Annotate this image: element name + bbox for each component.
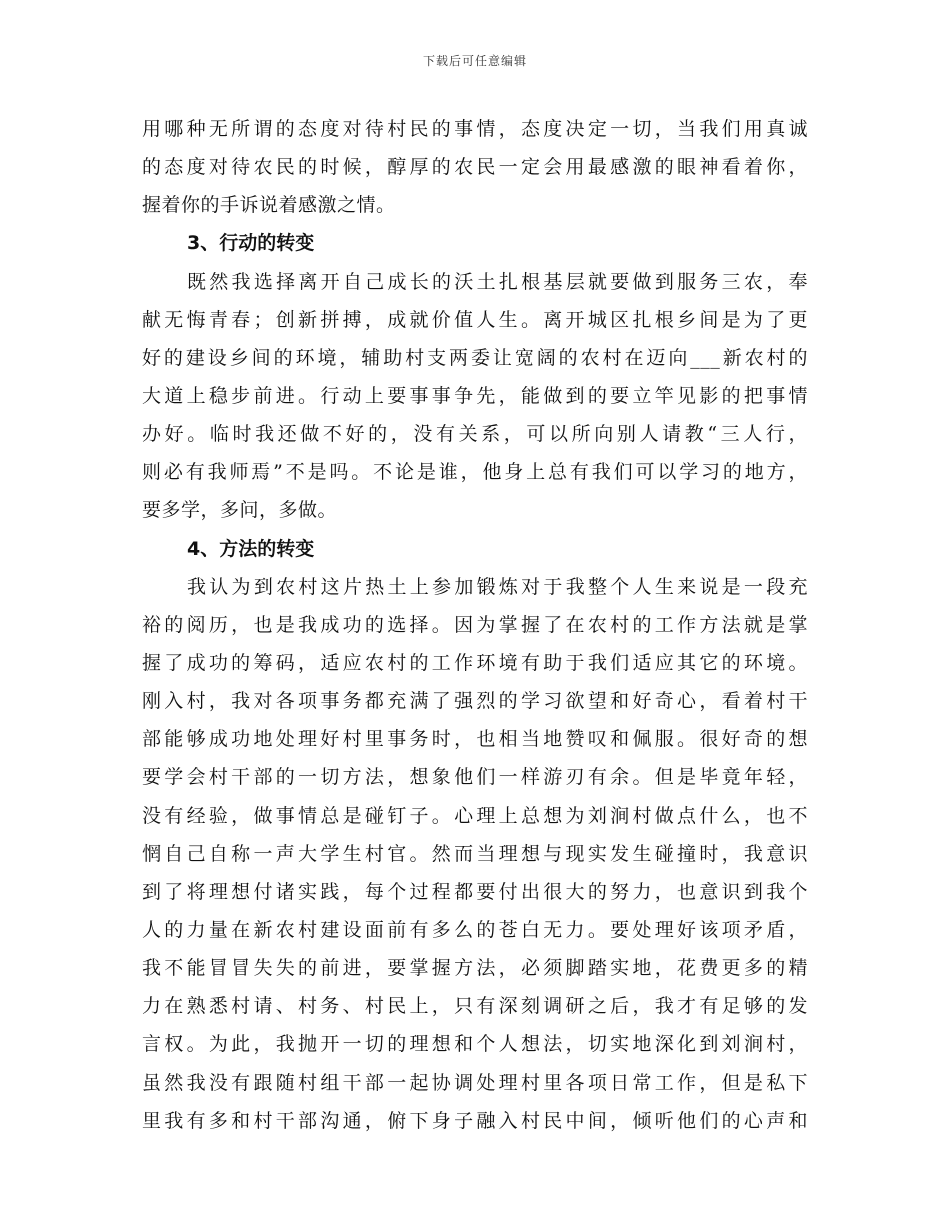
paragraph-action — [142, 263, 808, 530]
text-line: 大道上稳步前进。行动上要事事争先，能做到的要立竿见影的把事情 — [142, 384, 808, 407]
text-line: 刚入村，我对各项事务都充满了强烈的学习欲望和好奇心，看着村干 — [142, 690, 808, 713]
text-line: 没有经验，做事情总是碰钉子。心理上总想为刘涧村做点什么，也不 — [142, 804, 808, 827]
text-line: 的态度对待农民的时候，醇厚的农民一定会用最感激的眼神看着你， — [142, 156, 808, 179]
text-line: 虽然我没有跟随村组干部一起协调处理村里各项日常工作，但是私下 — [142, 1071, 808, 1094]
text-line: 握着你的手诉说着感激之情。 — [142, 194, 396, 217]
text-line: 则必有我师焉”不是吗。不论是谁，他身上总有我们可以学习的地方， — [142, 461, 808, 484]
text-line: 献无悔青春；创新拼搏，成就价值人生。离开城区扎根乡间是为了更 — [142, 308, 808, 331]
text-line: 人的力量在新农村建设面前有多么的苍白无力。要处理好该项矛盾， — [142, 918, 808, 941]
text-line: 我不能冒冒失失的前进，要掌握方法，必须脚踏实地，花费更多的精 — [142, 957, 808, 980]
text-line: 到了将理想付诸实践，每个过程都要付出很大的努力，也意识到我个 — [142, 880, 808, 903]
text-line: 里我有多和村干部沟通，俯下身子融入村民中间，倾听他们的心声和 — [142, 1109, 808, 1132]
text-line: 办好。临时我还做不好的，没有关系，可以所向别人请教“三人行， — [142, 423, 808, 446]
text-line: 裕的阅历，也是我成功的选择。因为掌握了在农村的工作方法就是掌 — [142, 613, 808, 636]
text-line: 我认为到农村这片热土上参加锻炼对于我整个人生来说是一段充 — [187, 575, 808, 598]
text-line: 言权。为此，我抛开一切的理想和个人想法，切实地深化到刘涧村， — [142, 1033, 808, 1056]
section-heading-method: 4、方法的转变 — [187, 537, 315, 560]
text-line: 握了成功的筹码，适应农村的工作环境有助于我们适应其它的环境。 — [142, 651, 808, 674]
text-line: 惘自己自称一声大学生村官。然而当理想与现实发生碰撞时，我意识 — [142, 842, 808, 865]
text-line: 部能够成功地处理好村里事务时，也相当地赞叹和佩服。很好奇的想 — [142, 728, 808, 751]
paragraph-attitude — [142, 110, 808, 224]
section-heading-action: 3、行动的转变 — [187, 232, 315, 255]
paragraph-method — [142, 568, 808, 1140]
text-line: 力在熟悉村请、村务、村民上，只有深刻调研之后，我才有足够的发 — [142, 995, 808, 1018]
text-line: 要学会村干部的一切方法，想象他们一样游刃有余。但是毕竟年轻， — [142, 766, 808, 789]
text-line: 用哪种无所谓的态度对待村民的事情，态度决定一切，当我们用真诚 — [142, 118, 808, 140]
text-line: 好的建设乡间的环境，辅助村支两委让宽阔的农村在迈向___新农村的 — [142, 346, 808, 369]
page-header: 下载后可任意编辑 — [422, 54, 527, 68]
text-line: 既然我选择离开自己成长的沃土扎根基层就要做到服务三农，奉 — [187, 270, 808, 293]
document-body — [142, 110, 808, 1140]
text-line: 要多学，多问，多做。 — [142, 499, 338, 522]
